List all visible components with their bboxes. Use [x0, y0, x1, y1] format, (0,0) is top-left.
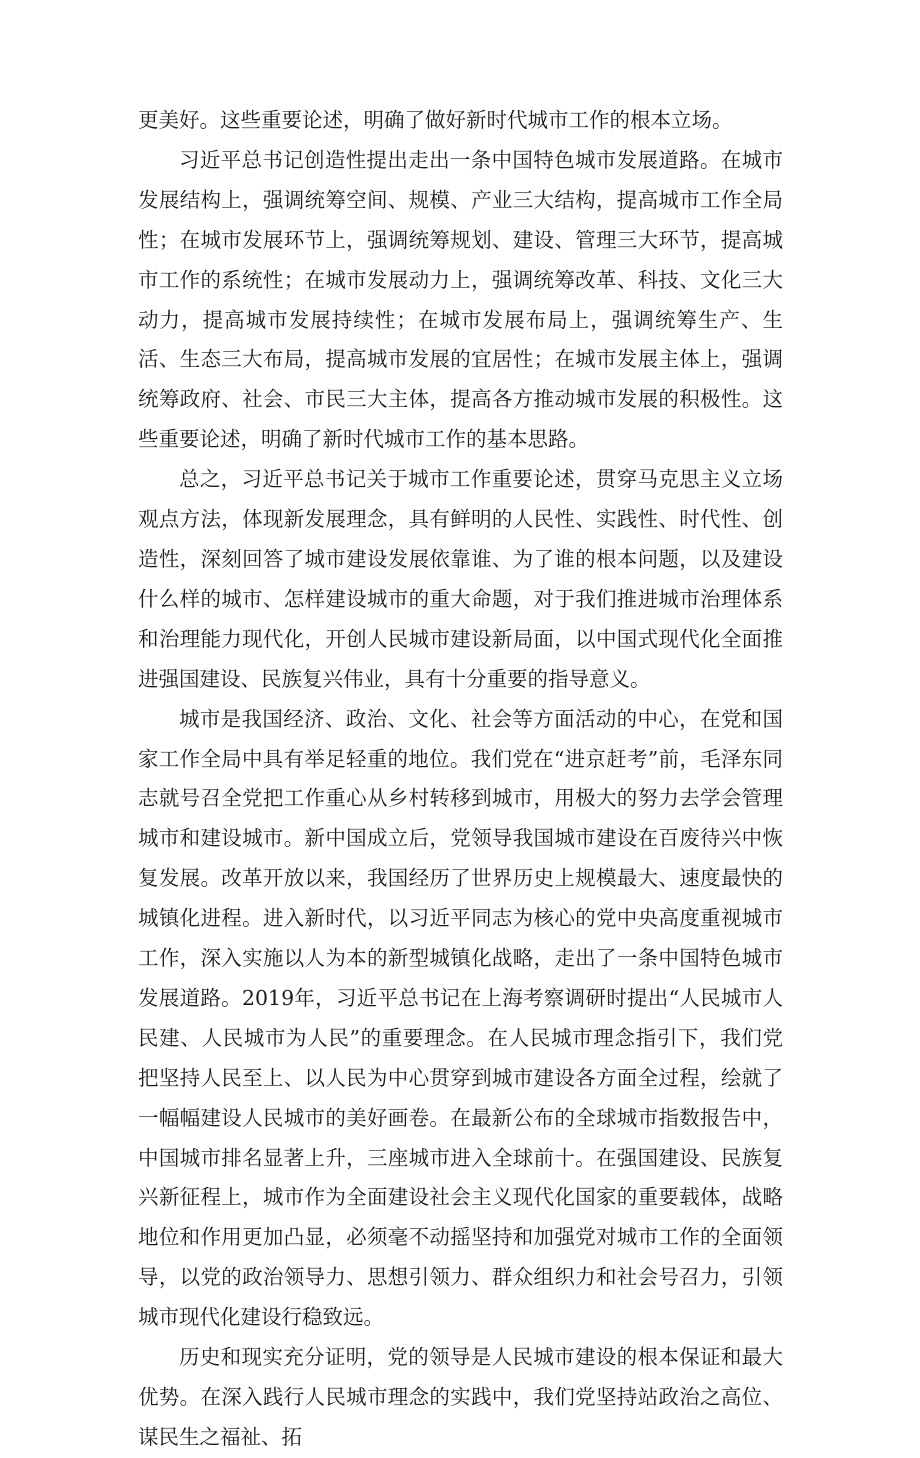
paragraph-summary: 总之，习近平总书记关于城市工作重要论述，贯穿马克思主义立场观点方法，体现新发展理念，具有鲜明的人民性、实践性、时代性、创造性，深刻回答了城市建设发展依靠谁、为了谁的根本问题，以及建设什么样的城市、怎样建设城市的重大命题，对于我们推进城市治理体系和治理能力现代化，开创人民城市建设新局面，以中国式现代化全面推进强国建设、民族复兴伟业，具有十分重要的指导意义。 — [138, 467, 783, 691]
document-body — [138, 101, 783, 1458]
paragraph-continuation: 更美好。这些重要论述，明确了做好新时代城市工作的根本立场。 — [138, 108, 733, 132]
paragraph-party-leadership: 历史和现实充分证明，党的领导是人民城市建设的根本保证和最大优势。在深入践行人民城市理念的实践中，我们党坚持站政治之高位、谋民生之福祉、拓 — [138, 1345, 783, 1449]
paragraph-city-history: 城市是我国经济、政治、文化、社会等方面活动的中心，在党和国家工作全局中具有举足轻重的地位。我们党在“进京赶考”前，毛泽东同志就号召全党把工作重心从乡村转移到城市，用极大的努力去学会管理城市和建设城市。新中国成立后，党领导我国城市建设在百废待兴中恢复发展。改革开放以来，我国经历了世界历史上规模最大、速度最快的城镇化进程。进入新时代，以习近平同志为核心的党中央高度重视城市工作，深入实施以人为本的新型城镇化战略，走出了一条中国特色城市发展道路。2019年，习近平总书记在上海考察调研时提出“人民城市人民建、人民城市为人民”的重要理念。在人民城市理念指引下，我们党把坚持人民至上、以人民为中心贯穿到城市建设各方面全过程，绘就了一幅幅建设人民城市的美好画卷。在最新公布的全球城市指数报告中，中国城市排名显著上升，三座城市进入全球前十。在强国建设、民族复兴新征程上，城市作为全面建设社会主义现代化国家的重要载体，战略地位和作用更加凸显，必须毫不动摇坚持和加强党对城市工作的全面领导，以党的政治领导力、思想引领力、群众组织力和社会号召力，引领城市现代化建设行稳致远。 — [138, 706, 783, 1330]
paragraph-city-development-path: 习近平总书记创造性提出走出一条中国特色城市发展道路。在城市发展结构上，强调统筹空间、规模、产业三大结构，提高城市工作全局性；在城市发展环节上，强调统筹规划、建设、管理三大环节，提高城市工作的系统性；在城市发展动力上，强调统筹改革、科技、文化三大动力，提高城市发展持续性；在城市发展布局上，强调统筹生产、生活、生态三大布局，提高城市发展的宜居性；在城市发展主体上，强调统筹政府、社会、市民三大主体，提高各方推动城市发展的积极性。这些重要论述，明确了新时代城市工作的基本思路。 — [138, 147, 783, 452]
